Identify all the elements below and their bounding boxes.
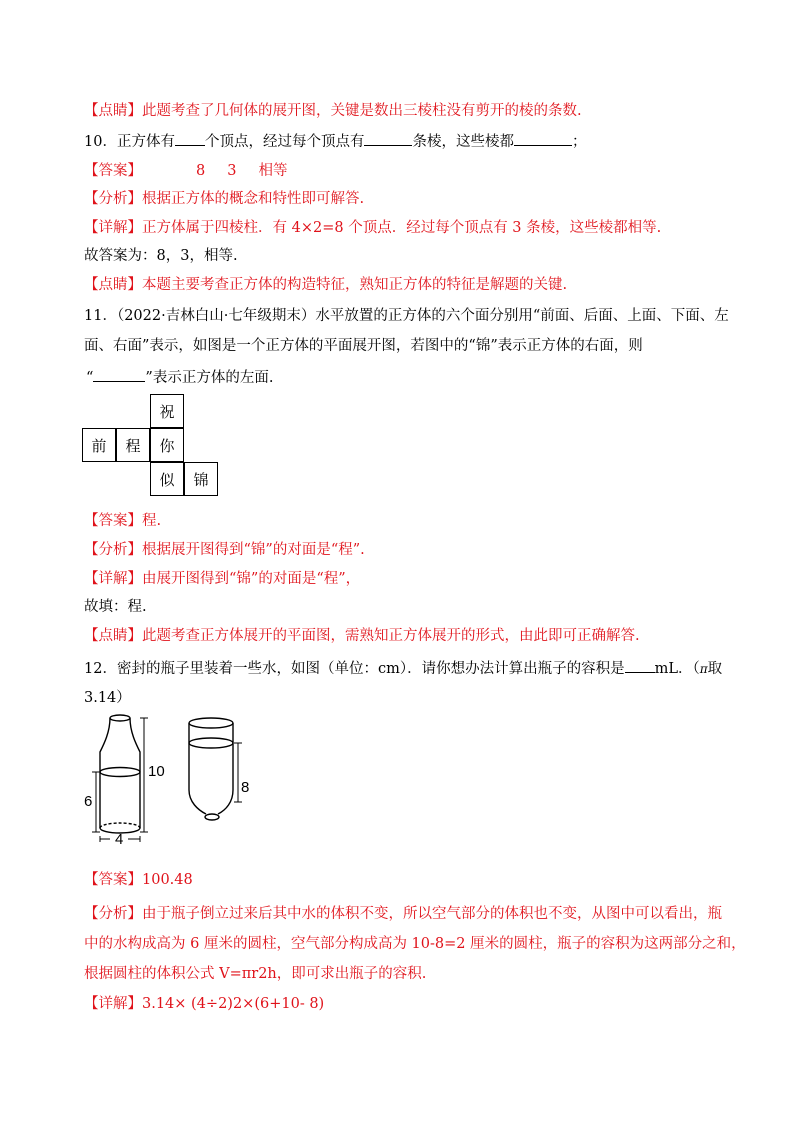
analysis-tag: 【分析】 bbox=[84, 906, 142, 922]
label-water-height: 6 bbox=[84, 793, 93, 810]
detail-tag: 【详解】 bbox=[84, 571, 142, 587]
detail-11-text: 由展开图得到“锦”的对面是“程”， bbox=[142, 571, 361, 587]
net-face-top: 祝 bbox=[150, 394, 184, 428]
q11-blank bbox=[93, 367, 145, 382]
answer-11 bbox=[84, 511, 740, 531]
analysis-12-text-3: 根据圆柱的体积公式 V=πr2h，即可求出瓶子的容积. bbox=[84, 966, 427, 982]
question-12-line2 bbox=[84, 688, 740, 708]
upright-bottle bbox=[100, 715, 140, 833]
q10-part2: 个顶点，经过每个顶点有 bbox=[204, 134, 365, 150]
net-face-1: 前 bbox=[82, 428, 116, 462]
remark-text: 此题考查了几何体的展开图，关键是数出三棱柱没有剪开的棱的条数. bbox=[142, 103, 582, 119]
question-10 bbox=[84, 131, 740, 152]
q12-text-4: 3.14） bbox=[84, 690, 131, 706]
detail-10 bbox=[84, 218, 740, 238]
remark-10-text: 本题主要考查正方体的构造特征，熟知正方体的特征是解题的关键. bbox=[142, 277, 568, 293]
pi-symbol: π bbox=[699, 662, 708, 676]
q12-text-2: mL．（ bbox=[654, 661, 700, 677]
label-total-height: 10 bbox=[148, 763, 165, 780]
analysis-11 bbox=[84, 540, 740, 560]
conclusion-10-text: 故答案为：8，3，相等. bbox=[84, 248, 238, 264]
label-diameter: 4 bbox=[115, 831, 124, 848]
conclusion-11-text: 故填：程. bbox=[84, 599, 147, 615]
answer-10 bbox=[84, 161, 740, 181]
question-11-line1 bbox=[84, 306, 740, 326]
remark-11-text: 此题考查正方体展开的平面图，需熟知正方体展开的形式，由此即可正确解答. bbox=[142, 628, 640, 644]
q12-text-3: 取 bbox=[707, 661, 723, 677]
detail-10-text: 正方体属于四棱柱．有 4×2=8 个顶点．经过每个顶点有 3 条棱，这些棱都相等. bbox=[142, 220, 662, 236]
question-11-line3 bbox=[86, 367, 740, 388]
remark-q9 bbox=[84, 101, 740, 121]
answer-10-v2: 3 bbox=[227, 163, 237, 179]
q11-text-1: 11．（2022·吉林白山·七年级期末）水平放置的正方体的六个面分别用“前面、后面、上面、下面、左 bbox=[84, 308, 729, 324]
net-face-4: 似 bbox=[150, 462, 184, 496]
q10-blank-equal bbox=[514, 131, 572, 146]
detail-11 bbox=[84, 569, 740, 589]
analysis-tag: 【分析】 bbox=[84, 542, 142, 558]
answer-10-v3: 相等 bbox=[258, 163, 288, 179]
answer-10-v1: 8 bbox=[196, 163, 206, 179]
q10-part3: 条棱，这些棱都 bbox=[412, 134, 514, 150]
remark-11 bbox=[84, 626, 740, 646]
net-face-3: 你 bbox=[150, 428, 184, 462]
answer-11-text: 程. bbox=[142, 513, 162, 529]
analysis-11-text: 根据展开图得到“锦”的对面是“程”. bbox=[142, 542, 365, 558]
answer-12 bbox=[84, 870, 740, 890]
answer-12-text: 100.48 bbox=[142, 872, 193, 888]
q10-part4: ； bbox=[571, 134, 587, 150]
analysis-12-line2 bbox=[84, 934, 746, 954]
bottle-figure bbox=[78, 710, 268, 850]
q12-blank bbox=[625, 658, 655, 673]
analysis-12-text-2: 中的水构成高为 6 厘米的圆柱，空气部分构成高为 10-8=2 厘米的圆柱，瓶子的容积为这两部分之和， bbox=[84, 936, 746, 952]
answer-tag: 【答案】 bbox=[84, 513, 142, 529]
q10-blank-vertices bbox=[175, 131, 205, 146]
remark-10 bbox=[84, 275, 740, 295]
net-face-right: 锦 bbox=[184, 462, 218, 496]
analysis-12-line3 bbox=[84, 964, 740, 984]
detail-tag: 【详解】 bbox=[84, 996, 142, 1012]
analysis-tag: 【分析】 bbox=[84, 191, 142, 207]
question-12-line1 bbox=[84, 658, 740, 679]
answer-tag: 【答案】 bbox=[84, 163, 142, 179]
analysis-10 bbox=[84, 189, 740, 209]
q10-part1: 10．正方体有 bbox=[84, 134, 175, 150]
conclusion-10 bbox=[84, 246, 740, 266]
net-face-2: 程 bbox=[116, 428, 150, 462]
analysis-12-text-1: 由于瓶子倒立过来后其中水的体积不变，所以空气部分的体积也不变，从图中可以看出，瓶 bbox=[142, 906, 722, 922]
question-11-line2 bbox=[84, 336, 740, 356]
q12-text-1: 12．密封的瓶子里装着一些水，如图（单位：cm）．请你想办法计算出瓶子的容积是 bbox=[84, 661, 625, 677]
detail-tag: 【详解】 bbox=[84, 220, 142, 236]
q10-blank-edges bbox=[364, 131, 412, 146]
detail-12 bbox=[84, 994, 740, 1014]
analysis-10-text: 根据正方体的概念和特性即可解答. bbox=[142, 191, 365, 207]
detail-12-text: 3.14× (4÷2)2×(6+10- 8) bbox=[142, 996, 325, 1012]
dim-total-height bbox=[140, 718, 148, 832]
remark-tag: 【点睛】 bbox=[84, 277, 142, 293]
cube-net-figure bbox=[82, 394, 222, 498]
remark-tag: 【点睛】 bbox=[84, 628, 142, 644]
analysis-12-line1 bbox=[84, 904, 740, 924]
remark-tag: 【点睛】 bbox=[84, 103, 142, 119]
conclusion-11 bbox=[84, 597, 740, 617]
q11-quote-open: “ bbox=[86, 370, 94, 386]
dim-water-height bbox=[92, 772, 100, 832]
inverted-bottle bbox=[189, 718, 233, 820]
q11-text-2: 面、右面”表示，如图是一个正方体的平面展开图，若图中的“锦”表示正方体的右面，则 bbox=[84, 338, 643, 354]
label-air-height: 8 bbox=[241, 779, 250, 796]
q11-text-3: ”表示正方体的左面. bbox=[145, 370, 274, 386]
answer-tag: 【答案】 bbox=[84, 872, 142, 888]
